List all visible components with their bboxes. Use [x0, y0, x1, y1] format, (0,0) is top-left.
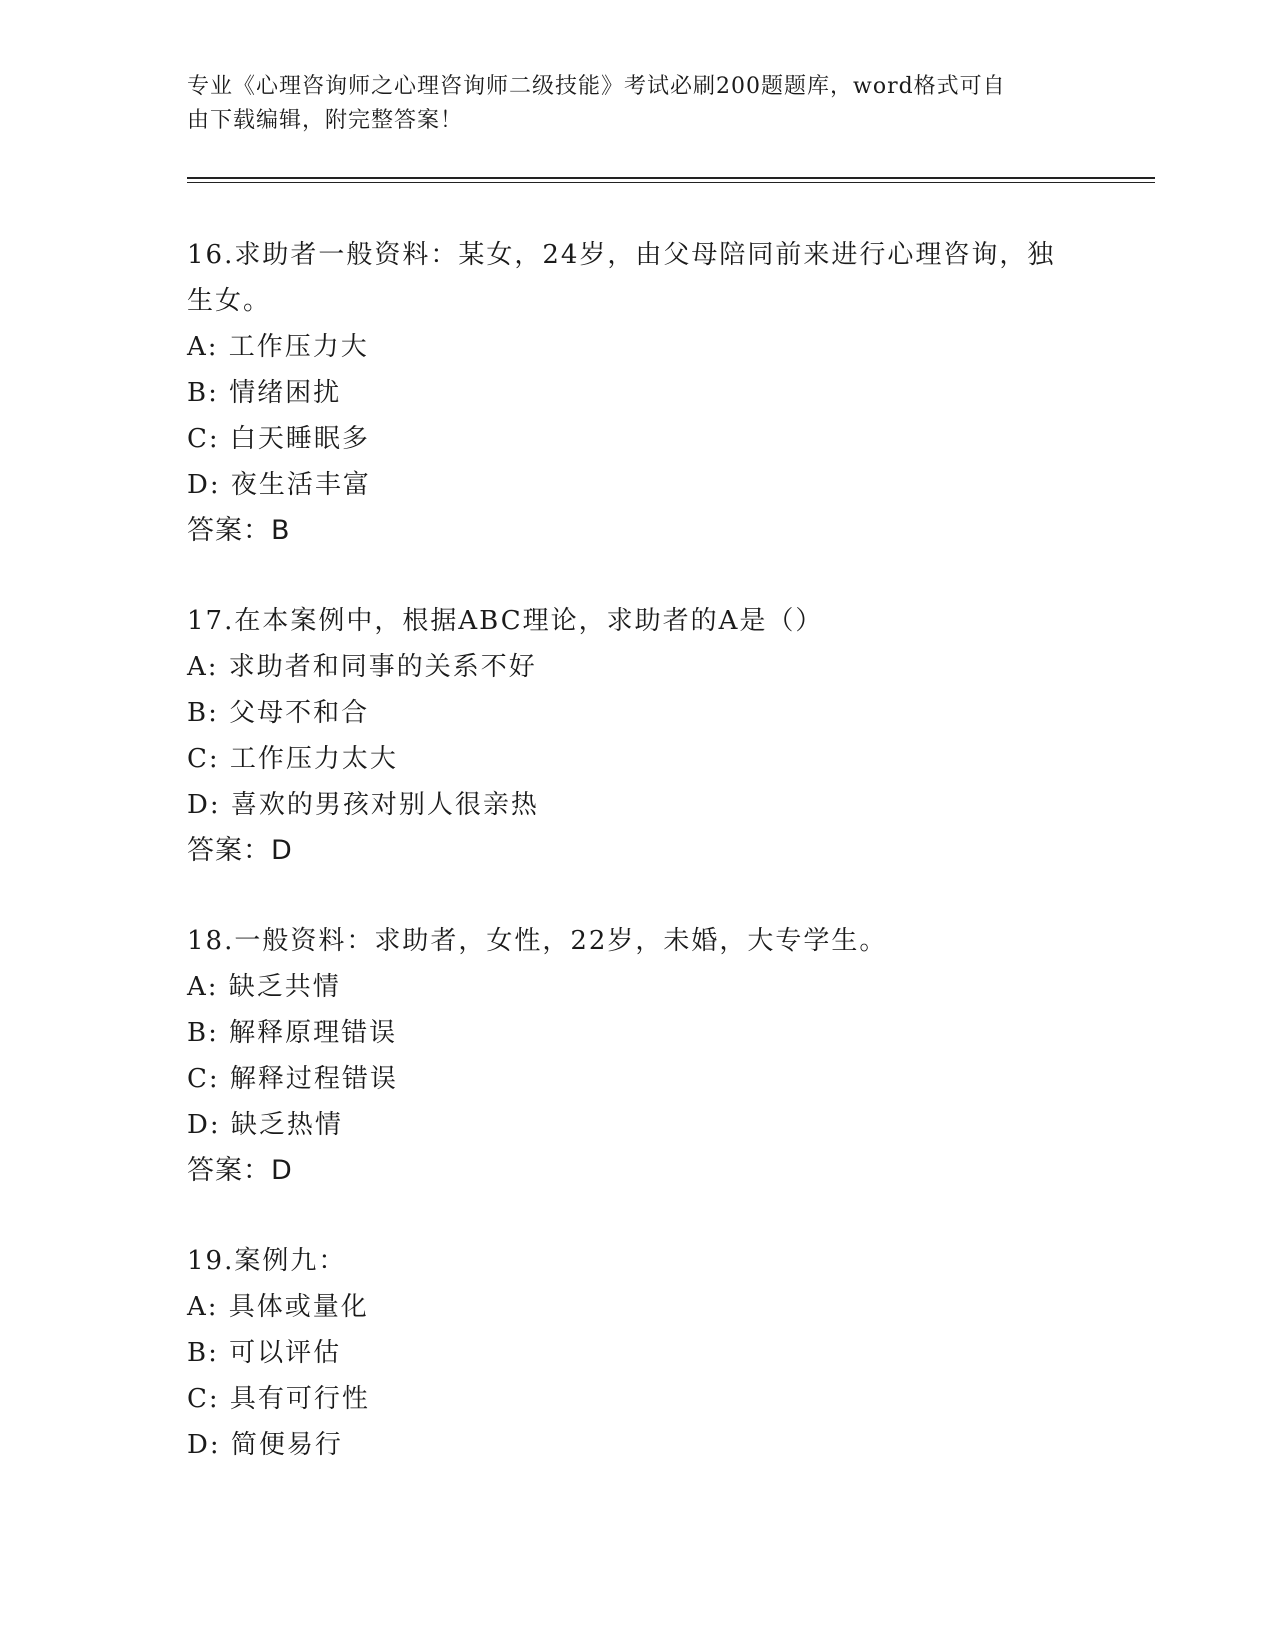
answer-label: 答案：D: [187, 835, 293, 866]
question-19: [187, 1238, 1107, 1468]
question-spacer: [187, 1194, 1107, 1238]
question-stem-continued: 生女。: [187, 286, 272, 316]
question-16: [187, 232, 1107, 554]
header-line-2: 由下载编辑，附完整答案！: [187, 108, 464, 133]
option-c: C: 白天睡眠多: [187, 424, 370, 454]
option-d: D: 夜生活丰富: [187, 470, 371, 500]
option-a: A: 缺乏共情: [187, 972, 341, 1002]
question-spacer: [187, 554, 1107, 598]
option-a: A: 求助者和同事的关系不好: [187, 652, 537, 682]
document-header: [187, 70, 1067, 138]
header-line-1: 专业《心理咨询师之心理咨询师二级技能》考试必刷200题题库，word格式可自: [187, 74, 1006, 99]
question-stem: 18.一般资料：求助者，女性，22岁，未婚，大专学生。: [187, 926, 888, 956]
option-d: D: 简便易行: [187, 1430, 343, 1460]
question-list: [187, 232, 1107, 1468]
option-a: A: 工作压力大: [187, 332, 369, 362]
header-divider: [187, 177, 1155, 179]
header-divider-secondary: [187, 182, 1155, 183]
option-b: B: 父母不和合: [187, 698, 370, 728]
question-spacer: [187, 874, 1107, 918]
question-stem: 17.在本案例中，根据ABC理论，求助者的A是（）: [187, 606, 824, 636]
option-c: C: 解释过程错误: [187, 1064, 398, 1094]
option-c: C: 工作压力太大: [187, 744, 398, 774]
question-stem: 19.案例九：: [187, 1246, 347, 1276]
question-18: [187, 918, 1107, 1194]
option-a: A: 具体或量化: [187, 1292, 369, 1322]
answer-label: 答案：B: [187, 515, 291, 546]
question-17: [187, 598, 1107, 874]
option-d: D: 缺乏热情: [187, 1110, 343, 1140]
option-b: B: 可以评估: [187, 1338, 342, 1368]
option-b: B: 解释原理错误: [187, 1018, 398, 1048]
answer-label: 答案：D: [187, 1155, 293, 1186]
option-b: B: 情绪困扰: [187, 378, 342, 408]
option-d: D: 喜欢的男孩对别人很亲热: [187, 790, 539, 820]
question-stem: 16.求助者一般资料：某女，24岁，由父母陪同前来进行心理咨询，独: [187, 240, 1056, 270]
option-c: C: 具有可行性: [187, 1384, 370, 1414]
